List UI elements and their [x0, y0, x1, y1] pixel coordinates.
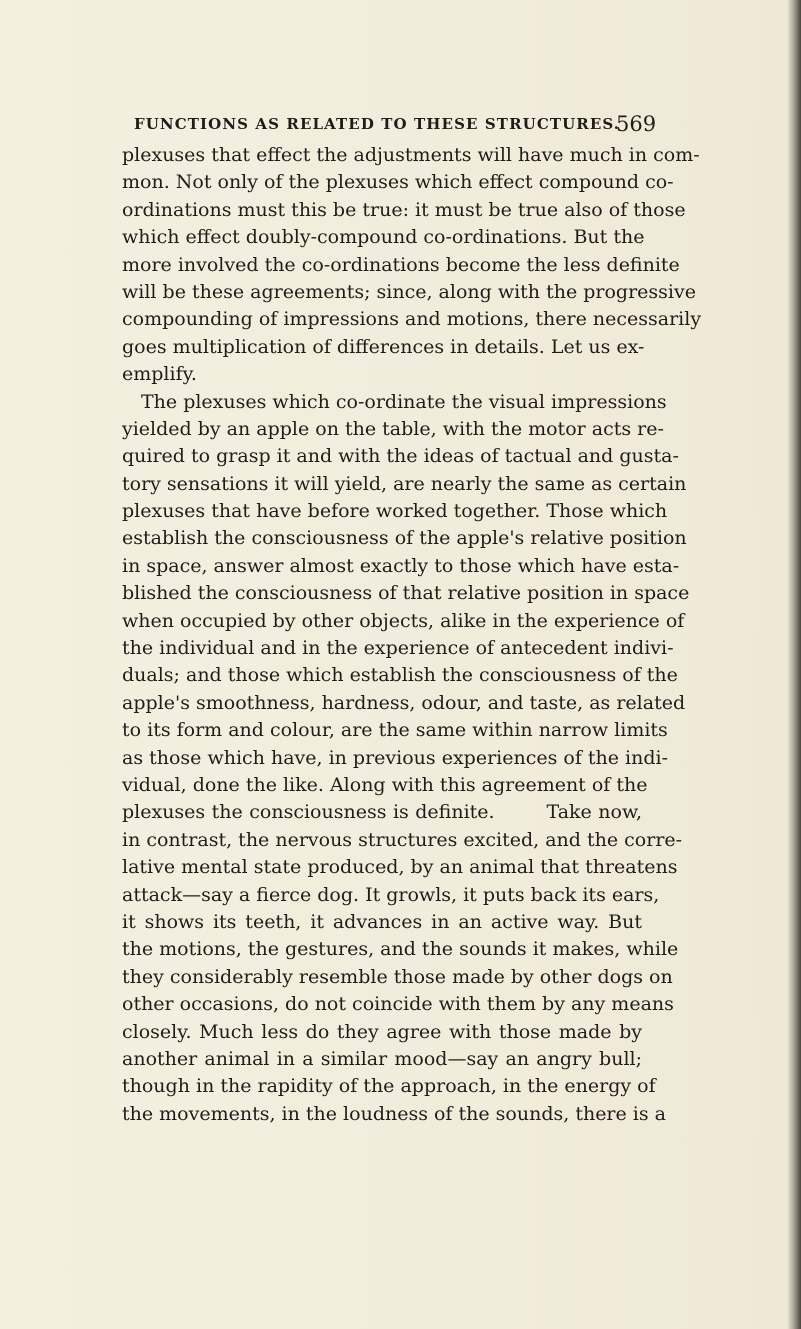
text-line: vidual, done the like. Along with this agreement of the: [122, 773, 648, 796]
page-edge-shadow: [787, 0, 801, 1329]
text-line: it shows its teeth, it advances in an active way. But: [122, 910, 642, 933]
text-line: plexuses that effect the adjustments will have much in com-: [122, 144, 700, 166]
body-text: [122, 142, 702, 1128]
text-line: the motions, the gestures, and the sounds it makes, while: [122, 938, 679, 961]
text-line: lative mental state produced, by an animal that threatens: [122, 856, 678, 879]
text-line: will be these agreements; since, along with the progressive: [122, 280, 696, 303]
text-line: ordinations must this be true: it must be true also of those: [122, 198, 686, 221]
text-line: in space, answer almost exactly to those which have esta-: [122, 554, 680, 577]
text-line: goes multiplication of differences in details. Let us ex-: [122, 335, 645, 358]
text-line: plexuses that have before worked together. Those which: [122, 500, 668, 523]
text-line: the individual and in the experience of antecedent indivi-: [122, 637, 674, 660]
text-line: as those which have, in previous experiences of the indi-: [122, 746, 669, 769]
text-line: mon. Not only of the plexuses which effect compound co-: [122, 171, 674, 194]
page-number: 569: [616, 112, 657, 136]
text-line: establish the consciousness of the apple's relative position: [122, 527, 687, 550]
text-line: to its form and colour, are the same within narrow limits: [122, 719, 668, 742]
text-line: apple's smoothness, hardness, odour, and taste, as related: [122, 691, 686, 714]
text-line: another animal in a similar mood—say an angry bull;: [122, 1047, 642, 1070]
text-line: in contrast, the nervous structures excited, and the corre-: [122, 828, 683, 851]
text-line: yielded by an apple on the table, with the motor acts re-: [122, 417, 664, 440]
text-line: compounding of impressions and motions, there necessarily: [122, 308, 702, 331]
text-line: though in the rapidity of the approach, in the energy of: [122, 1075, 656, 1098]
text-line: closely. Much less do they agree with those made by: [122, 1020, 642, 1043]
page-header: [120, 112, 657, 139]
running-title: FUNCTIONS AS RELATED TO THESE STRUCTURES.: [134, 115, 621, 133]
text-line: they considerably resemble those made by other dogs on: [122, 965, 673, 988]
text-line: emplify.: [122, 363, 197, 386]
text-line: quired to grasp it and with the ideas of tactual and gusta-: [122, 445, 679, 468]
paragraph-start-line: The plexuses which co-ordinate the visual impressions: [141, 390, 667, 413]
text-line: blished the consciousness of that relative position in space: [122, 582, 690, 605]
text-line: duals; and those which establish the consciousness of the: [122, 664, 678, 687]
text-line: tory sensations it will yield, are nearly the same as certain: [122, 472, 687, 495]
text-line: other occasions, do not coincide with them by any means: [122, 993, 674, 1016]
text-line: the movements, in the loudness of the sounds, there is a: [122, 1102, 666, 1125]
text-line: when occupied by other objects, alike in the experience of: [122, 609, 685, 632]
text-line: plexuses the consciousness is definite. Take now,: [122, 801, 642, 824]
text-line: attack—say a fierce dog. It growls, it puts back its ears,: [122, 883, 660, 906]
text-line: more involved the co-ordinations become the less definite: [122, 253, 680, 276]
text-line: which effect doubly-compound co-ordinations. But the: [122, 226, 645, 249]
